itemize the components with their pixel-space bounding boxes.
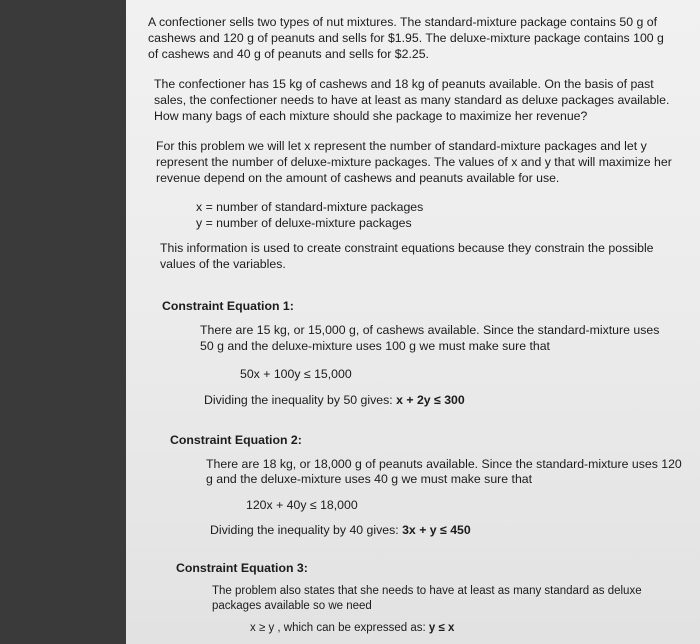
constraint-3-text: packages available so we need bbox=[212, 600, 372, 612]
constraint-1-text: 50 g and the deluxe-mixture uses 100 g we must make sure that bbox=[200, 339, 550, 353]
variable-x-definition: x = number of standard-mixture packages bbox=[196, 200, 424, 214]
constraint-3-inequality bbox=[250, 620, 454, 636]
problem-line: represent the number of deluxe-mixture packages. The values of x and y that will maximize her bbox=[156, 155, 672, 169]
problem-line: sales, the confectioner needs to have at least as many standard as deluxe packages available. bbox=[154, 93, 670, 107]
problem-line: This information is used to create constraint equations because they constrain the possible bbox=[160, 241, 654, 255]
inequality-label: x ≥ y , which can be expressed as: bbox=[250, 622, 429, 634]
constraint-1-heading: Constraint Equation 1: bbox=[162, 299, 294, 313]
division-label: Dividing the inequality by 40 gives: bbox=[210, 523, 403, 537]
constraint-1-text: There are 15 kg, or 15,000 g, of cashews available. Since the standard-mixture uses bbox=[200, 323, 660, 337]
problem-line: values of the variables. bbox=[160, 257, 286, 271]
document-page bbox=[126, 0, 700, 644]
constraint-2-division bbox=[210, 522, 471, 538]
inequality-result: y ≤ x bbox=[428, 622, 455, 634]
problem-line: of cashews and 40 g of peanuts and sells for $2.25. bbox=[148, 47, 429, 61]
problem-line: cashews and 120 g of peanuts and sells for $1.95. The deluxe-mixture package contains 100 g bbox=[148, 31, 664, 45]
division-label: Dividing the inequality by 50 gives: bbox=[204, 393, 397, 407]
problem-line: How many bags of each mixture should she package to maximize her revenue? bbox=[154, 109, 588, 123]
constraint-3-heading: Constraint Equation 3: bbox=[176, 561, 308, 575]
variable-y-definition: y = number of deluxe-mixture packages bbox=[196, 216, 412, 230]
problem-line: revenue depend on the amount of cashews and peanuts available for use. bbox=[156, 171, 560, 185]
constraint-2-text: There are 18 kg, or 18,000 g of peanuts available. Since the standard-mixture uses 120 bbox=[206, 457, 682, 471]
division-result: 3x + y ≤ 450 bbox=[402, 523, 471, 537]
division-result: x + 2y ≤ 300 bbox=[396, 393, 465, 407]
constraint-2-inequality: 120x + 40y ≤ 18,000 bbox=[246, 498, 358, 512]
constraint-3-text: The problem also states that she needs to have at least as many standard as deluxe bbox=[212, 585, 642, 597]
problem-line: For this problem we will let x represent the number of standard-mixture packages and let y bbox=[156, 139, 647, 153]
constraint-1-division bbox=[204, 392, 465, 408]
constraint-1-inequality: 50x + 100y ≤ 15,000 bbox=[240, 367, 352, 381]
constraint-2-heading: Constraint Equation 2: bbox=[170, 433, 302, 447]
problem-line: The confectioner has 15 kg of cashews and 18 kg of peanuts available. On the basis of past bbox=[154, 77, 654, 91]
problem-line: A confectioner sells two types of nut mixtures. The standard-mixture package contains 50 g of bbox=[148, 15, 657, 29]
constraint-2-text: g and the deluxe-mixture uses 40 g we must make sure that bbox=[206, 472, 533, 486]
